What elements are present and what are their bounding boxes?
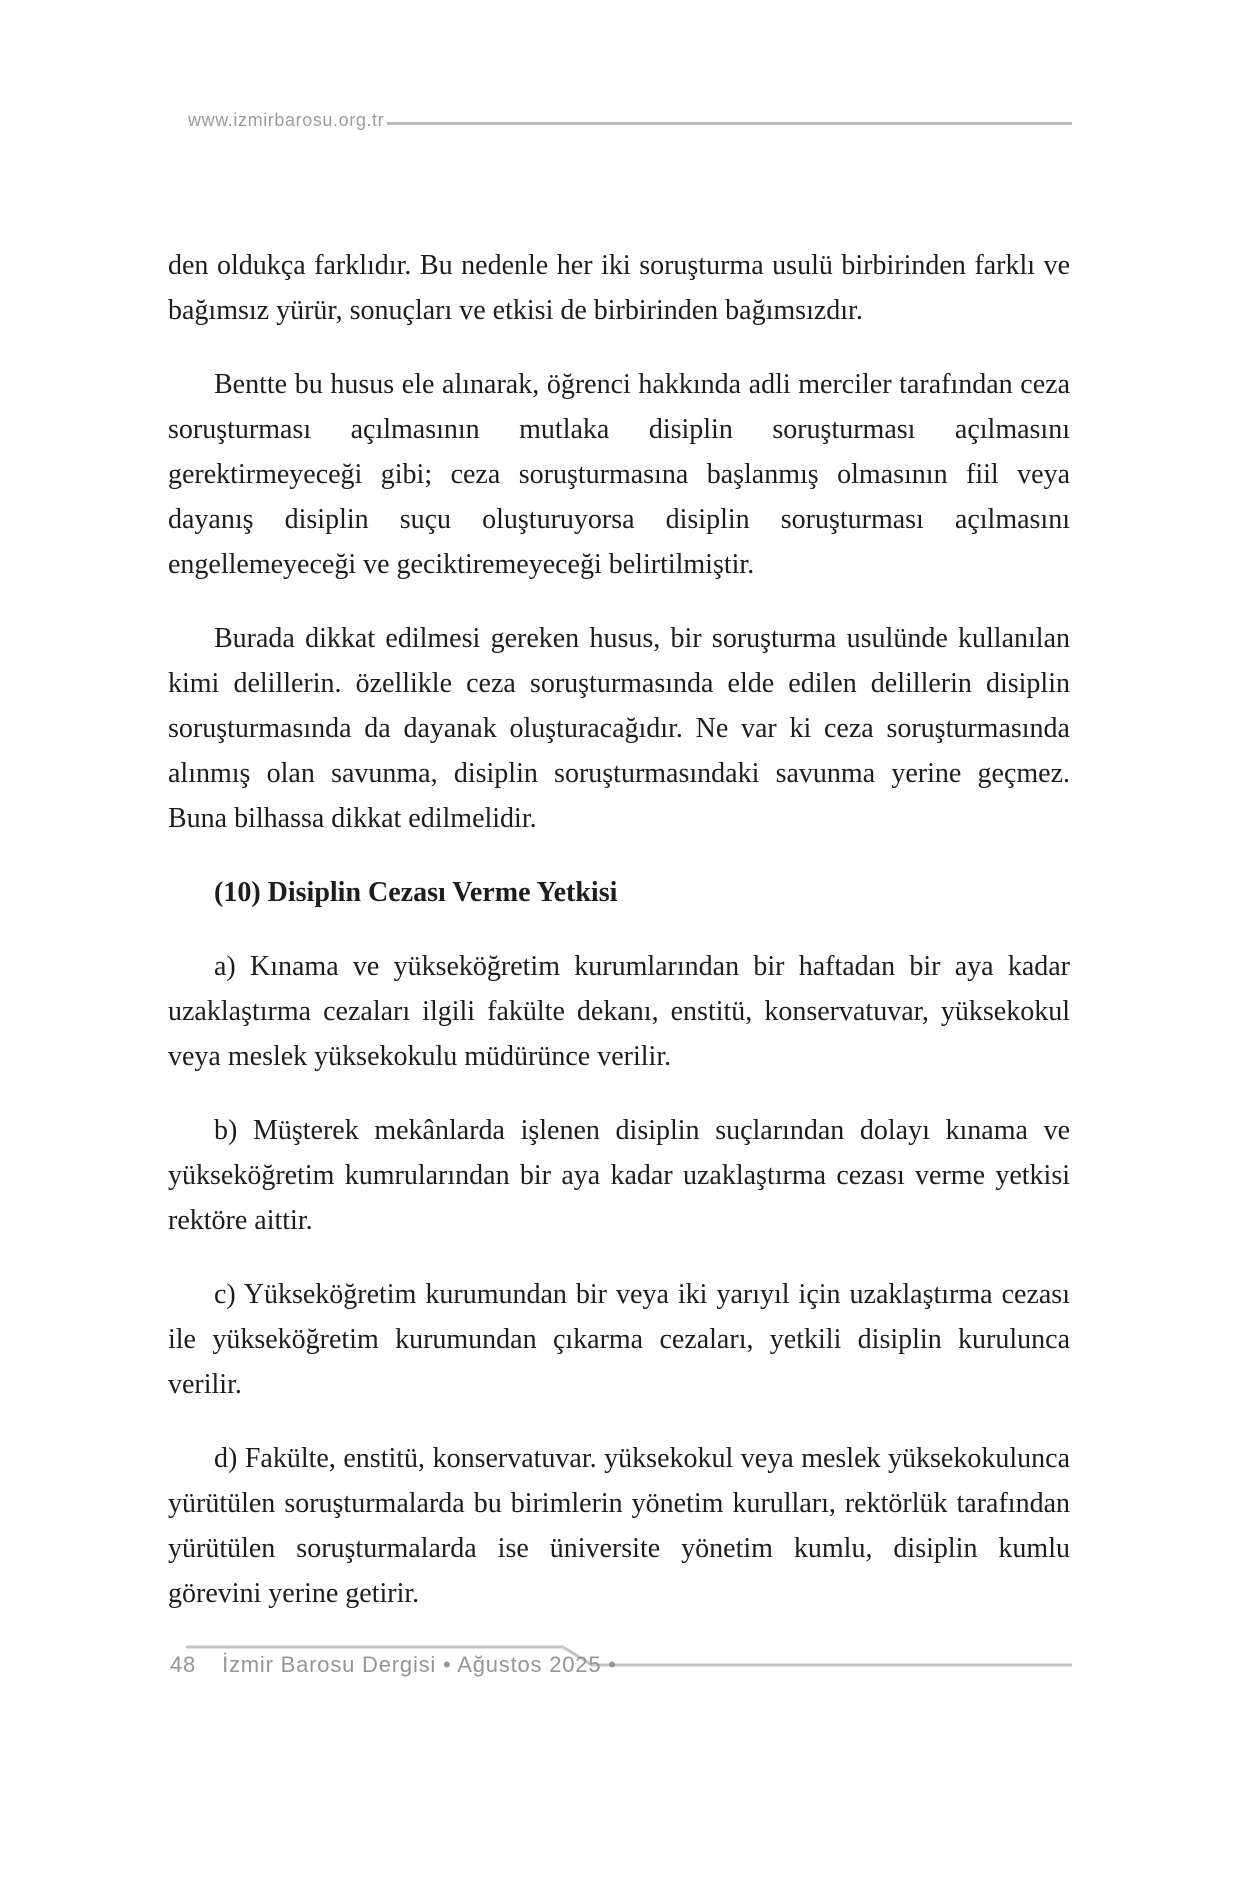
header-rule bbox=[387, 122, 1072, 125]
list-item-a: a) Kınama ve yükseköğretim kurumlarından bir haftadan bir aya kadar uzaklaştırma cezaları ilgili fakülte dekanı, enstitü, konservatuvar, yüksekokul veya meslek yüksekokulu müdürünce verilir. bbox=[168, 951, 1070, 1072]
paragraph: Burada dikkat edilmesi gereken husus, bir soruşturma usulünde kullanılan kimi delillerin. özellikle ceza soruşturmasında elde edilen delillerin disiplin soruşturmasında da dayanak oluşturacağıdır. Ne var ki ceza soruşturmasında alınmış olan savunma, disiplin soruşturmasındaki savunma yerine geçmez. Buna bilhassa dikkat edilmelidir. bbox=[168, 623, 1070, 834]
list-item-b: b) Müşterek mekânlarda işlenen disiplin suçlarından dolayı kınama ve yükseköğretim kumrularından bir aya kadar uzaklaştırma cezası verme yetkisi rektöre aittir. bbox=[168, 1115, 1070, 1236]
header-url: www.izmirbarosu.org.tr bbox=[188, 110, 385, 130]
paragraph: Bentte bu husus ele alınarak, öğrenci hakkında adli merciler tarafından ceza soruşturması açılmasının mutlaka disiplin soruşturması açılmasını gerektirmeyeceği gibi; ceza soruşturmasına başlanmış olmasının fiil veya dayanış disiplin suçu oluşturuyorsa disiplin soruşturması açılmasını engellemeyeceği ve geciktiremeyeceği belirtilmiştir. bbox=[168, 369, 1070, 580]
article-body bbox=[168, 243, 1070, 1645]
page-number: 48 bbox=[170, 1652, 197, 1677]
list-item-c: c) Yükseköğretim kurumundan bir veya iki yarıyıl için uzaklaştırma cezası ile yükseköğretim kurumundan çıkarma cezaları, yetkili disiplin kurulunca verilir. bbox=[168, 1279, 1070, 1400]
page-header bbox=[188, 110, 1072, 131]
section-heading: (10) Disiplin Cezası Verme Yetkisi bbox=[214, 877, 618, 908]
list-item-d: d) Fakülte, enstitü, konservatuvar. yüksekokul veya meslek yüksekokulunca yürütülen soruşturmalarda bu birimlerin yönetim kurulları, rektörlük tarafından yürütülen soruşturmalarda ise üniversite yönetim kumlu, disiplin kumlu görevini yerine getirir. bbox=[168, 1443, 1070, 1609]
page-footer bbox=[170, 1652, 617, 1678]
journal-title: İzmir Barosu Dergisi • Ağustos 2025 • bbox=[222, 1652, 617, 1677]
paragraph-continuation: den oldukça farklıdır. Bu nedenle her iki soruşturma usulü birbirinden farklı ve bağımsız yürür, sonuçları ve etkisi de birbirinden bağımsızdır. bbox=[168, 250, 1070, 326]
